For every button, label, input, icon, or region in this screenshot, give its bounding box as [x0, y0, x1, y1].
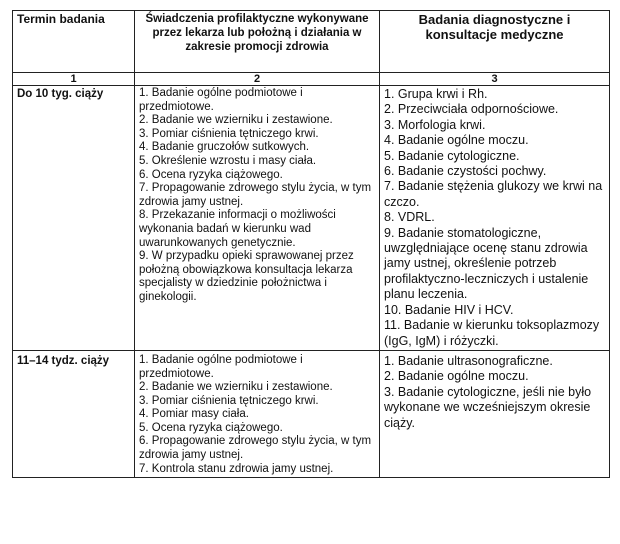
list-item: 5. Ocena ryzyka ciążowego.: [139, 421, 283, 434]
list-item: 3. Badanie cytologiczne, jeśli nie było wykonane we wcześniejszym okresie ciąży.: [384, 384, 592, 430]
list-item: 1. Badanie ultrasonograficzne.: [384, 353, 553, 368]
list-item: 4. Pomiar masy ciała.: [139, 408, 249, 421]
list-item: 8. Przekazanie informacji o możliwości wykonania badań w kierunku wad uwarunkowanych genetycznie.: [139, 209, 336, 249]
list-item: 2. Badanie ogólne moczu.: [384, 369, 529, 384]
list-item: 5. Określenie wzrostu i masy ciała.: [139, 154, 317, 167]
column-number-3: 3: [380, 73, 610, 86]
schedule-table: [12, 10, 610, 478]
list-item: 1. Badanie ogólne podmiotowe i przedmiotowe.: [139, 87, 303, 113]
list-item: 2. Badanie we wzierniku i zestawione.: [139, 381, 333, 394]
list-item: 4. Badanie ogólne moczu.: [384, 133, 529, 148]
services-list: [139, 87, 375, 305]
list-item: 11. Badanie w kierunku toksoplazmozy (IgG, IgM) i różyczki.: [384, 318, 600, 348]
list-item: 8. VDRL.: [384, 210, 435, 225]
list-item: 7. Badanie stężenia glukozy we krwi na czczo.: [384, 179, 603, 209]
list-item: 9. Badanie stomatologiczne, uwzględniające ocenę stanu zdrowia jamy ustnej, określenie potrzeb profilaktyczno-leczniczych i ustalenie planu leczenia.: [384, 225, 589, 302]
row-diagnostics-cell: [380, 86, 610, 351]
row-diagnostics-cell: [380, 350, 610, 477]
column-number-row: [13, 73, 610, 86]
header-diagnostics: Badania diagnostyczne i konsultacje medyczne: [380, 11, 610, 73]
list-item: 2. Przeciwciała odpornościowe.: [384, 102, 559, 117]
column-number-2: 2: [135, 73, 380, 86]
list-item: 2. Badanie we wzierniku i zestawione.: [139, 114, 333, 127]
list-item: 5. Badanie cytologiczne.: [384, 148, 520, 163]
row-services-cell: [135, 350, 380, 477]
diagnostics-list: [384, 87, 605, 349]
list-item: 7. Kontrola stanu zdrowia jamy ustnej.: [139, 462, 334, 475]
column-number-1: 1: [13, 73, 135, 86]
header-term: Termin badania: [13, 11, 135, 73]
diagnostics-list: [384, 354, 605, 431]
list-item: 3. Pomiar ciśnienia tętniczego krwi.: [139, 394, 319, 407]
list-item: 4. Badanie gruczołów sutkowych.: [139, 141, 310, 154]
list-item: 10. Badanie HIV i HCV.: [384, 302, 514, 317]
row-term: 11–14 tydz. ciąży: [13, 350, 135, 477]
list-item: 3. Morfologia krwi.: [384, 117, 486, 132]
list-item: 9. W przypadku opieki sprawowanej przez położną obowiązkowa konsultacja lekarza specjalisty w dziedzinie położnictwa i ginekologii.: [139, 250, 354, 303]
list-item: 6. Ocena ryzyka ciążowego.: [139, 168, 283, 181]
list-item: 7. Propagowanie zdrowego stylu życia, w tym zdrowia jamy ustnej.: [139, 182, 372, 208]
list-item: 6. Badanie czystości pochwy.: [384, 164, 547, 179]
list-item: 3. Pomiar ciśnienia tętniczego krwi.: [139, 127, 319, 140]
list-item: 1. Badanie ogólne podmiotowe i przedmiotowe.: [139, 353, 303, 380]
list-item: 6. Propagowanie zdrowego stylu życia, w tym zdrowia jamy ustnej.: [139, 435, 372, 462]
row-term: Do 10 tyg. ciąży: [13, 86, 135, 351]
services-list: [139, 354, 375, 476]
table-row: [13, 86, 610, 351]
header-services: Świadczenia profilaktyczne wykonywane przez lekarza lub położną i działania w zakresie promocji zdrowia: [135, 11, 380, 73]
row-services-cell: [135, 86, 380, 351]
list-item: 1. Grupa krwi i Rh.: [384, 87, 488, 101]
table-row: [13, 350, 610, 477]
header-row: [13, 11, 610, 73]
